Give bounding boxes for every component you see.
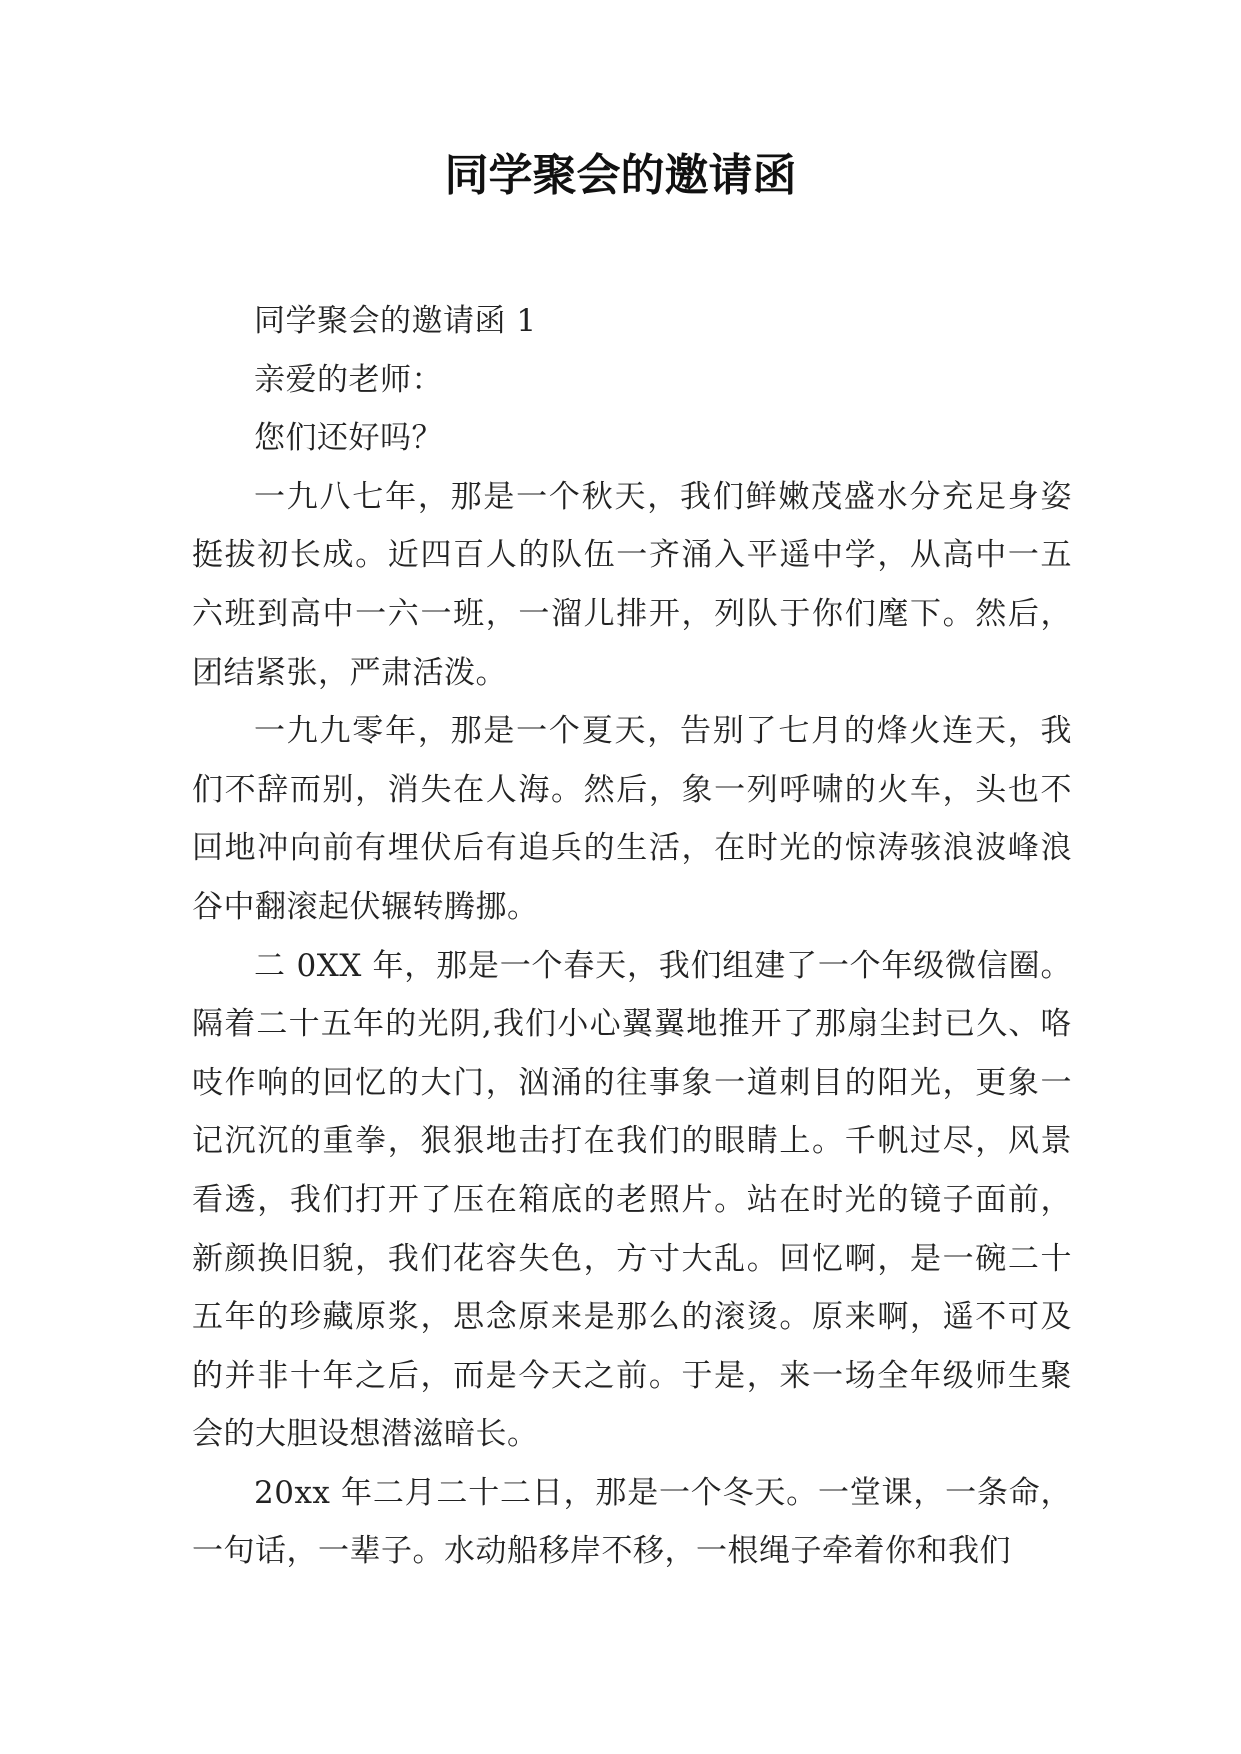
document-title: 同学聚会的邀请函 <box>444 150 797 201</box>
paragraph-salutation: 亲爱的老师： <box>254 361 443 398</box>
document-body <box>192 292 1072 1581</box>
paragraph-1990: 一九九零年，那是一个夏天，告别了七月的烽火连天，我们不辞而别，消失在人海。然后，象一列呼啸的火车，头也不回地冲向前有埋伏后有追兵的生活，在时光的惊涛骇浪波峰浪谷中翻滚起伏辗转腾挪。 <box>192 713 1072 925</box>
paragraph-winter: 20xx 年二月二十二日，那是一个冬天。一堂课，一条命，一句话，一辈子。水动船移岸不移，一根绳子牵着你和我们 <box>192 1474 1072 1570</box>
paragraph-subtitle: 同学聚会的邀请函 1 <box>254 303 537 339</box>
paragraph-spring: 二 0XX 年，那是一个春天，我们组建了一个年级微信圈。隔着二十五年的光阴,我们小心翼翼地推开了那扇尘封已久、咯吱作响的回忆的大门，汹涌的往事象一道刺目的阳光，更象一记沉沉的重拳，狠狠地击打在我们的眼睛上。千帆过尽，风景看透，我们打开了压在箱底的老照片。站在时光的镜子面前，新颜换旧貌，我们花容失色，方寸大乱。回忆啊，是一碗二十五年的珍藏原浆，思念原来是那么的滚烫。原来啊，遥不可及的并非十年之后，而是今天之前。于是，来一场全年级师生聚会的大胆设想潜滋暗长。 <box>192 947 1072 1453</box>
paragraph-1987: 一九八七年，那是一个秋天，我们鲜嫩茂盛水分充足身姿挺拔初长成。近四百人的队伍一齐涌入平遥中学，从高中一五六班到高中一六一班，一溜儿排开，列队于你们麾下。然后，团结紧张，严肃活泼。 <box>192 478 1072 691</box>
paragraph-greeting: 您们还好吗？ <box>254 420 443 457</box>
